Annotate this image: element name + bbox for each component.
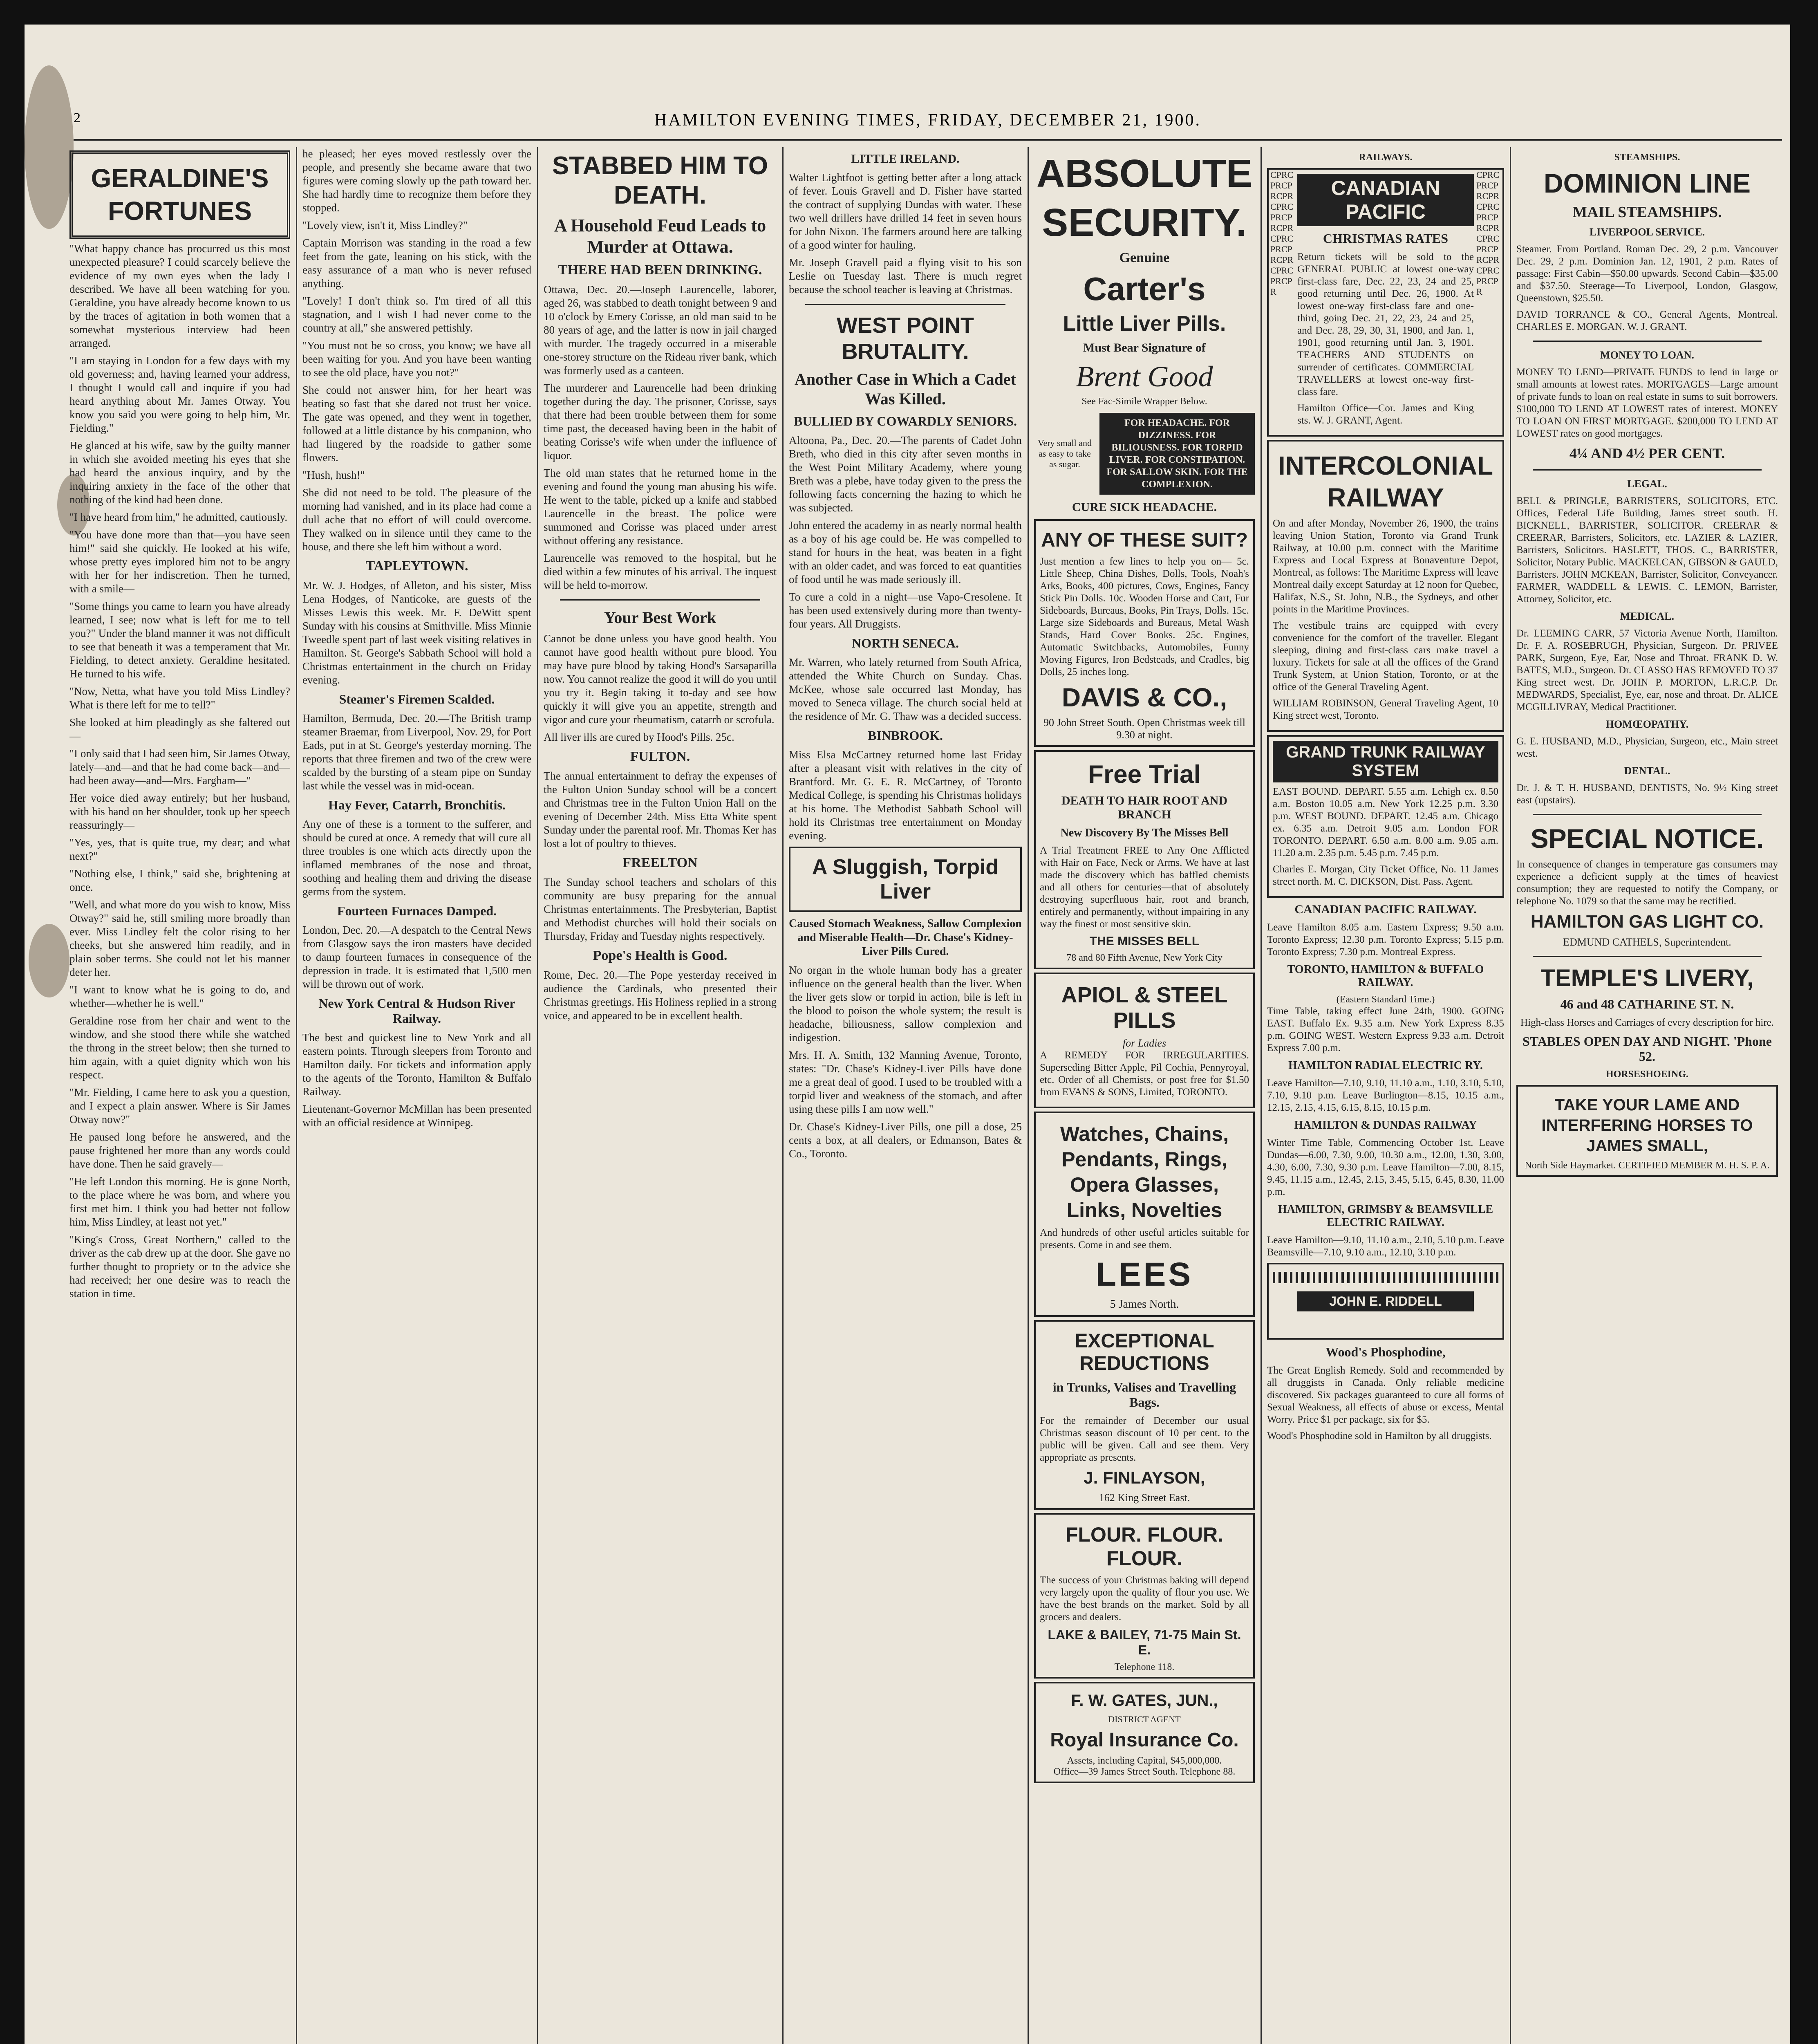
section-label: RAILWAYS. xyxy=(1359,152,1413,163)
paragraph: "I am staying in London for a few days with my old governess; and, having learned your address, I thought I would call and inquire if you had heard anything about Mr. James Otway. You know you said you were going to help him, Mr. Fielding." xyxy=(69,354,290,434)
paragraph: John entered the academy in as nearly normal health as a boy of his age could be. He was compelled to stand for hours in the heat, was beaten in a fight with an older cadet, and was forced to eat quantities of food until he was made seriously ill. xyxy=(789,519,1022,585)
paragraph: All liver ills are cured by Hood's Pills. 25c. xyxy=(544,731,734,743)
signature: Brent Good xyxy=(1076,360,1213,393)
railway-heading: HAMILTON, GRIMSBY & BEAMSVILLE ELECTRIC RAILWAY. xyxy=(1278,1203,1493,1229)
headline: STABBED HIM TO DEATH. xyxy=(552,152,768,209)
misses-bell-ad xyxy=(1034,750,1255,969)
ad-brand: LEES xyxy=(1095,1256,1193,1293)
headline-deck: Another Case in Which a Cadet Was Killed. xyxy=(795,370,1016,408)
ad-text: Steamer. From Portland. Roman Dec. 29, 2 p.m. Vancouver Dec. 29, 2 p.m. Dominion Jan. 12, 1901, 2 p.m. Rates of passage: First Cabin—$50.00 upwards. Second Cabin—$35.00 and $37.50. Steerage—To Liverpool, London, Glasgow, Queenstown, $25.50. xyxy=(1516,244,1778,304)
paragraph: Mr. W. J. Hodges, of Alleton, and his sister, Miss Lena Hodges, of Nanticoke, are guests of the Misses Lewis this week. Mr. F. DeWitt spent Sunday with his cousins at Smithville. Miss Minnie Tweedle spent part of last week visiting relatives in Hamilton. St. George's Sabbath School will hold a Christmas entertainment in the church on Friday evening. xyxy=(302,579,531,686)
subhead: Fourteen Furnaces Damped. xyxy=(337,903,497,918)
paragraph: Mrs. H. A. Smith, 132 Manning Avenue, Toronto, states: "Dr. Chase's Kidney-Liver Pills have done me a great deal of good. I used to be troubled with a torpid liver and weakness of the stomach, and after using these pills I am now well." xyxy=(789,1049,1022,1115)
ad-text: Return tickets will be sold to the GENERAL PUBLIC at lowest one-way first-class fare, Dec. 22, 23, 24 and 25, good returning until Dec. 26, 1900. At lowest one-way first-class fare and one-third, going Dec. 21, 22, 23, 24 and 25, and Dec. 28, 29, 30, 31, 1900, and Jan. 1, 1901, good returning until Jan. 3, 1901. TEACHERS AND STUDENTS on surrender of certificates. COMMERCIAL TRAVELLERS at lowest one-way first-class fare. xyxy=(1297,251,1474,397)
ad-headline: APIOL & STEEL PILLS xyxy=(1061,983,1228,1033)
ad-brand: THE MISSES BELL xyxy=(1089,935,1200,948)
headline: A Sluggish, Torpid Liver xyxy=(812,855,999,903)
page-number: 2 xyxy=(74,110,81,126)
ad-text: BELL & PRINGLE, BARRISTERS, SOLICITORS, ETC. Offices, Federal Life Building, James street south. H. BICKNELL, BARRISTER, SOLICITOR. CREERAR & CREERAR, Barristers, Solicitors, etc. LAZIER & LAZIER, Barristers, Solicitors. HASLETT, THOS. C., BARRISTER, Solicitor, Notary Public. MACKELCAN, GIBSON & GAULD, Barristers. JOHN MCKEAN, Barrister, Solicitor, Conveyancer. FARMER, WADDELL & LEWIS. C. LEMON, Barrister, Attorney, Solicitor, etc. xyxy=(1516,495,1778,605)
davis-ad xyxy=(1034,519,1255,747)
column-rule xyxy=(296,147,297,2044)
ad-brand: JOHN E. RIDDELL xyxy=(1297,1291,1474,1311)
paragraph: "Well, and what more do you wish to know, Miss Otway?" said he, still smiling more broadly than ever. Miss Lindley felt the color rising to her cheeks, but she answered him readily, and in plain sober terms. She could not let his manner deter her. xyxy=(69,899,290,978)
paragraph: "I only said that I had seen him, Sir James Otway, lately—and—and that he had come back—and—had been away—and—Mrs. Fargham—" xyxy=(69,747,290,787)
ad-text: And hundreds of other useful articles suitable for presents. Come in and see them. xyxy=(1040,1227,1249,1251)
ad-headline: DOMINION LINE xyxy=(1544,168,1751,198)
ad-headline: Watches, Chains, Pendants, Rings, Opera Glasses, Links, Novelties xyxy=(1060,1123,1229,1221)
paragraph: He glanced at his wife, saw by the guilty manner in which she avoided meeting his eyes that she had heard the anxious inquiry, and by the inquiring anxiety in the face of the other that nothing of the kind had been done. xyxy=(69,439,290,506)
ad-text: Very small and as easy to take as sugar. xyxy=(1038,438,1092,469)
paragraph: Dr. Chase's Kidney-Liver Pills, one pill a dose, 25 cents a box, at all dealers, or Edmanson, Bates & Co., Toronto. xyxy=(789,1121,1022,1160)
headline-deck: THERE HAD BEEN DRINKING. xyxy=(558,262,762,278)
ad-headline: FLOUR. FLOUR. FLOUR. xyxy=(1065,1523,1224,1570)
ad-headline: SPECIAL NOTICE. xyxy=(1530,823,1764,854)
paragraph: "Hush, hush!" xyxy=(302,469,365,481)
paragraph: Rome, Dec. 20.—The Pope yesterday received in audience the Cardinals, who presented their Christmas greetings. His Holiness replied in a strong voice, and appeared to be in excellent health. xyxy=(544,969,777,1022)
ad-text: In consequence of changes in temperature gas consumers may experience a deficient supply at the times of heaviest consumption; they are requested to notify the Company, or telephone No. 1079 so that the same may be rectified. xyxy=(1516,859,1778,907)
paragraph: "Nothing else, I think," said she, brightening at once. xyxy=(69,867,290,893)
paragraph: Laurencelle was removed to the hospital, but he died within a few minutes of his arrival. The inquest will be held to-morrow. xyxy=(544,552,777,591)
ad-brand: CANADIAN xyxy=(1331,177,1440,199)
ad-brand: LAKE & BAILEY, 71-75 Main St. E. xyxy=(1048,1627,1241,1657)
horseshoe-ad xyxy=(1516,1085,1778,1177)
ad-text: 5 James North. xyxy=(1110,1298,1179,1311)
story-heading-box xyxy=(69,150,290,239)
paragraph: Captain Morrison was standing in the road a few feet from the gate, leaning on his stick, with the easy assurance of a man who is never refused anything. xyxy=(302,237,531,289)
paragraph: "Now, Netta, what have you told Miss Lindley? What is there left for me to tell?" xyxy=(69,685,290,711)
cpr-banner xyxy=(1297,174,1474,226)
paragraph: Altoona, Pa., Dec. 20.—The parents of Cadet John Breth, who died in this city after seven months in the West Point Military Academy, where young Breth was a plebe, have today given to the press the following facts concerning the hazing to which he was subjected. xyxy=(789,434,1022,514)
masthead xyxy=(74,110,1782,141)
subhead: New York Central & Hudson River Railway. xyxy=(318,996,515,1026)
paragraph: "Some things you came to learn you have already learned, I see; now what is left for me to tell you?" Under the bland manner it was not difficult to see that beneath it was a temperament that Mr. Fielding, to detect anxiety. Geraldine hesitated. He turned to his wife. xyxy=(69,600,290,680)
ad-text: MONEY TO LEND—PRIVATE FUNDS to lend in large or small amounts at lowest rates. MORTGAGES—Large amount of private funds to loan on real estate in sums to suit borrowers. $100,000 TO LEND AT LOWEST rates of interest. MONEY TO LOAN ON FIRST MORTGAGE. $200,000 TO LEND AT LOWEST rates on good mortgages. xyxy=(1516,367,1778,439)
grand-trunk-timetable xyxy=(1267,735,1504,898)
railway-heading: HAMILTON RADIAL ELECTRIC RY. xyxy=(1288,1059,1483,1072)
headline-deck: A Household Feud Leads to Murder at Ottawa. xyxy=(554,215,766,257)
divider xyxy=(805,304,1005,305)
divider xyxy=(1533,956,1762,957)
ad-text: CURE SICK HEADACHE. xyxy=(1072,500,1217,514)
ad-text: High-class Horses and Carriages of every description for hire. xyxy=(1520,1017,1774,1028)
ad-text: Must Bear Signature of xyxy=(1083,341,1206,354)
royal-insurance-ad xyxy=(1034,1682,1255,1783)
paragraph: "Mr. Fielding, I came here to ask you a question, and I expect a plain answer. Where is Sir James Otway now?" xyxy=(69,1086,290,1125)
ad-text: Genuine xyxy=(1119,250,1170,265)
paragraph: She could not answer him, for her heart was beating so fast that she dared not trust her voice. The gate was opened, and they went in together, followed at a little distance by his companion, who had lingered by the roadside to gather some flowers. xyxy=(302,384,531,464)
ad-text: On and after Monday, November 26, 1900, the trains leaving Union Station, Toronto via Grand Trunk Railway, at 10.00 p.m. connect with the Maritime Express and Local Express at Bonaventure Depot, Montreal, as follows: The Maritime Express will leave Montreal daily except Saturday at 12 noon for Quebec, Halifax, N.S., St. John, N.B., the Sydneys, and other points in the Maritime Provinces. xyxy=(1273,518,1498,615)
ad-headline: ABSOLUTE xyxy=(1037,152,1252,195)
ad-text: in Trunks, Valises and Travelling Bags. xyxy=(1052,1380,1236,1410)
ad-brand: DAVIS & CO., xyxy=(1061,683,1227,712)
paragraph: No organ in the whole human body has a greater influence on the general health than the liver. When the liver gets slow or torpid in action, bile is left in the blood to poison the whole system; the result is headache, biliousness, sallow complexion and indigestion. xyxy=(789,964,1022,1044)
divider xyxy=(560,599,760,601)
ad-text: 162 King Street East. xyxy=(1099,1492,1190,1504)
paragraph: "What happy chance has procurred us this most unexpected pleasure? I could scarcely believe the evidence of my own eyes when the lady I described. We have all been watching for you. Geraldine, you have already become known to us by the traces of agitation in both women that a somewhat mysterious interview had been arranged. xyxy=(69,242,290,349)
ad-text: 78 and 80 Fifth Avenue, New York City xyxy=(1066,953,1222,963)
section-label: HOMŒOPATHY. xyxy=(1605,718,1689,730)
section-label: LEGAL. xyxy=(1627,478,1667,490)
column-rule xyxy=(537,147,538,2044)
ad-text: The success of your Christmas baking will depend very largely upon the quality of flour you use. We have the best brands on the market. Sold by all grocers and dealers. xyxy=(1040,1575,1249,1623)
paragraph: He paused long before he answered, and the pause frightened her more than any words could have done. Then he said gravely— xyxy=(69,1131,290,1170)
ad-text: DAVID TORRANCE & CO., General Agents, Montreal. CHARLES E. MORGAN. W. J. GRANT. xyxy=(1516,309,1778,332)
ad-text: New Discovery By The Misses Bell xyxy=(1060,827,1229,839)
paragraph: "King's Cross, Great Northern," called to the driver as the cab drew up at the door. She gave no further thought to propriety or to the advice she had received; her one desire was to reach the station in time. xyxy=(69,1233,290,1300)
ad-text: Wood's Phosphodine sold in Hamilton by all druggists. xyxy=(1267,1430,1492,1441)
ad-text: G. E. HUSBAND, M.D., Physician, Surgeon, etc., Main street west. xyxy=(1516,736,1778,759)
section-label: MEDICAL. xyxy=(1620,610,1675,622)
ad-text: 90 John Street South. Open Christmas week till 9.30 at night. xyxy=(1043,717,1245,741)
ad-brand: F. W. GATES, JUN., xyxy=(1071,1692,1218,1710)
ad-text: Dr. LEEMING CARR, 57 Victoria Avenue North, Hamilton. Dr. F. A. ROSEBRUGH, Physician, Surgeon. Dr. PRIVEE PARK, Surgeon, Eye, Ear, Nose and Throat. FRANK D. W. BATES, M.D., Surgeon. Dr. CLASSO HAS REMOVED TO 37 King street west. Dr. JOHN P. MORTON, L.R.C.P. Dr. MEDWARDS, Specialist, Eye, ear, nose and throat. Dr. ALICE MCGILLIVRAY, Medical Practitioner. xyxy=(1516,628,1778,713)
ad-text: DEATH TO HAIR ROOT AND BRANCH xyxy=(1061,794,1228,821)
ad-text: EDMUND CATHELS, Superintendent. xyxy=(1563,936,1731,948)
paragraph: Cannot be done unless you have good health. You cannot have good health without pure blood. You may have pure blood by taking Hood's Sarsaparilla now. You cannot realize the good it will do you until you try it. Begin taking it to-day and see how quickly it will give you an appetite, strength and vigor and cure your rheumatism, catarrh or scrofula. xyxy=(544,632,777,726)
paragraph: She did not need to be told. The pleasure of the morning had vanished, and in its place had come a dull ache that no effort of will could overcome. They walked on in silence until they came to the house, and there she left him without a word. xyxy=(302,486,531,553)
paragraph: Miss Elsa McCartney returned home last Friday after a pleasant visit with relatives in the city of Brantford. Mr. G. E. R. McCartney, of Toronto Medical College, is spending his Christmas holidays at his home. The Methodist Sabbath School will hold its Christmas tree entertainment on Monday evening. xyxy=(789,749,1022,842)
ad-text: WILLIAM ROBINSON, General Traveling Agent, 10 King street west, Toronto. xyxy=(1273,698,1498,721)
paragraph: The Sunday school teachers and scholars of this community are busy preparing for the annual Christmas entertainments. The Presbyterian, Baptist and Methodist churches will hold their socials on Thursday, Friday and Tuesday nights respectively. xyxy=(544,876,777,942)
ad-headline: GRAND TRUNK RAILWAY SYSTEM xyxy=(1273,741,1498,782)
ad-text: Dr. J. & T. H. HUSBAND, DENTISTS, No. 9½ King street east (upstairs). xyxy=(1516,782,1778,806)
paragraph: The best and quickest line to New York and all eastern points. Through sleepers from Toronto and Hamilton daily. For tickets and information apply to the agents of the Toronto, Hamilton & Buffalo Railway. xyxy=(302,1031,531,1098)
ad-headline: TAKE YOUR LAME AND INTERFERING HORSES TO JAMES SMALL, xyxy=(1541,1096,1753,1155)
paragraph: The annual entertainment to defray the expenses of the Fulton Union Sunday school will be a concert and Christmas tree in the Fulton Union Hall on the evening of December 24th. Miss Etta White spent Sunday under the parental roof. Mr. Thomas Ker has lost a lot of poultry to thieves. xyxy=(544,770,777,849)
carters-box xyxy=(1034,413,1255,495)
lees-ad xyxy=(1034,1112,1255,1317)
column-7-classified xyxy=(1516,147,1778,2044)
ad-headline: Wood's Phosphodine, xyxy=(1325,1345,1446,1359)
ad-text: Telephone 118. xyxy=(1114,1662,1175,1672)
section-label: DENTAL. xyxy=(1624,765,1670,777)
column-rule xyxy=(1028,147,1029,2044)
railway-heading: TORONTO, HAMILTON & BUFFALO RAILWAY. xyxy=(1287,963,1484,989)
timetable: EAST BOUND. DEPART. 5.55 a.m. Lehigh ex. 8.50 a.m. Boston 10.05 a.m. New York 12.25 p.m. 3.30 p.m. WEST BOUND. DEPART. 12.45 a.m. Chicago ex. 6.35 a.m. Detroit 9.05 a.m. London FOR TORONTO. DEPART. 6.50 a.m. 8.00 a.m. 9.05 a.m. 11.20 a.m. 2.35 p.m. 5.45 p.m. 7.45 p.m. xyxy=(1273,786,1498,858)
apiol-ad xyxy=(1034,973,1255,1108)
subhead: BINBROOK. xyxy=(867,728,943,743)
paragraph: "Yes, yes, that is quite true, my dear; and what next?" xyxy=(69,836,290,862)
flour-ad xyxy=(1034,1513,1255,1679)
paragraph: The murderer and Laurencelle had been drinking together during the day. The prisoner, Corisse, says that there had been trouble between them for some time past, the deceased having been in the habit of beating Corisse's wife when under the influence of liquor. xyxy=(544,382,777,462)
newspaper-page xyxy=(25,25,1790,2044)
column-rule xyxy=(1510,147,1511,2044)
ad-text: See Fac-Simile Wrapper Below. xyxy=(1081,396,1207,407)
column-1 xyxy=(69,147,290,2044)
newspaper-title: HAMILTON EVENING TIMES, FRIDAY, DECEMBER 21, 1900. xyxy=(654,111,1201,130)
ad-text: 46 and 48 CATHARINE ST. N. xyxy=(1560,997,1734,1011)
ad-text: Just mention a few lines to help you on— 5c. Little Sheep, China Dishes, Dolls, Tools, Noah's Arks, Books, 400 pictures, Cows, Engines, Fancy Stick Pin Dolls. 10c. Wooden Horse and Cart, Fur Sideboards, Bureaus, Books, Pin Trays, Dolls. 15c. Large size Sideboards and Bureaus, Metal Wash Stands, Hard Cover Books. 25c. Engines, Automatic Switchbacks, Automobiles, Funny Moving Figures, Iron Bedsteads, and Cradles, big Dolls, 25 inches long. xyxy=(1040,556,1249,677)
paragraph: Lieutenant-Governor McMillan has been presented with an official residence at Winnipeg. xyxy=(302,1103,531,1129)
headline: Your Best Work xyxy=(604,608,716,627)
column-5-ads xyxy=(1034,147,1255,2044)
riddell-ad xyxy=(1267,1263,1504,1340)
divider xyxy=(1533,341,1762,342)
railway-heading: HAMILTON & DUNDAS RAILWAY xyxy=(1294,1119,1477,1132)
paragraph: Ottawa, Dec. 20.—Joseph Laurencelle, laborer, aged 26, was stabbed to death tonight between 9 and 10 o'clock by Emery Corisse, an old man said to be 80 years of age, and the latter is now in jail charged with murder. The tragedy occurred in a miserable one-storey structure on the Rideau river bank, which was formerly used as a canteen. xyxy=(544,283,777,377)
paragraph: "I want to know what he is going to do, and whether—whether he is well." xyxy=(69,984,290,1009)
ad-headline: INTERCOLONIAL RAILWAY xyxy=(1278,451,1493,512)
cpr-christmas-ad xyxy=(1267,168,1504,437)
carters-ad xyxy=(1034,151,1255,514)
subhead: Pope's Health is Good. xyxy=(593,948,728,963)
ad-brand: J. FINLAYSON, xyxy=(1084,1468,1205,1487)
ad-headline: 4¼ AND 4½ PER CENT. xyxy=(1569,445,1725,462)
ad-headline: EXCEPTIONAL REDUCTIONS xyxy=(1075,1330,1214,1374)
paragraph: "I have heard from him," he admitted, cautiously. xyxy=(69,511,288,523)
section-label: MONEY TO LOAN. xyxy=(1600,349,1694,361)
column-3 xyxy=(544,147,777,2044)
ad-headline: Free Trial xyxy=(1088,760,1201,789)
advertisement-box xyxy=(789,847,1022,912)
ad-text: Assets, including Capital, $45,000,000. xyxy=(1067,1755,1222,1766)
timetable: Winter Time Table, Commencing October 1st. Leave Dundas—6.00, 7.30, 9.00, 10.30 a.m., 12.00, 1.30, 3.00, 4.30, 6.00, 7.30, 9.30 p.m. Leave Hamilton—7.00, 8.15, 9.45, 11.15 a.m., 12.45, 2.15, 3.45, 5.15, 6.45, 8.30, 11.00 p.m. xyxy=(1267,1137,1504,1197)
paragraph: Walter Lightfoot is getting better after a long attack of fever. Louis Gravell and D. Fisher have started the contract of supplying Dundas with water. These two well drillers have drilled 14 feet in seven hours for John Nixon. The farmers around here are talking of a good winter for hauling. xyxy=(789,171,1022,251)
timetable: Leave Hamilton—7.10, 9.10, 11.10 a.m., 1.10, 3.10, 5.10, 7.10, 9.10 p.m. Leave Burlington—8.15, 10.15 a.m., 12.15, 2.15, 4.15, 6.15, 8.15, 10.15 p.m. xyxy=(1267,1078,1504,1113)
ad-text: DISTRICT AGENT xyxy=(1108,1714,1181,1724)
ad-text: Hamilton Office—Cor. James and King sts. W. J. GRANT, Agent. xyxy=(1297,403,1474,426)
divider xyxy=(1533,469,1762,471)
timetable: Leave Hamilton—9.10, 11.10 a.m., 2.10, 5.10 p.m. Leave Beamsville—7.10, 9.10 a.m., 12.10, 3.10 p.m. xyxy=(1267,1235,1504,1258)
paragraph: "Lovely! I don't think so. I'm tired of all this stagnation, and I wish I had never come to the country at all," she answered pettishly. xyxy=(302,295,531,334)
ad-text: For the remainder of December our usual Christmas season discount of 10 per cent. to the public will be given. Call and see them. Very appropriate as presents. xyxy=(1040,1415,1249,1463)
section-label: STEAMSHIPS. xyxy=(1614,152,1680,163)
subhead: LITTLE IRELAND. xyxy=(851,152,960,166)
paragraph: Her voice died away entirely; but her husband, with his hand on her shoulder, took up her speech reassuringly— xyxy=(69,792,290,831)
ad-text: for Ladies xyxy=(1122,1037,1166,1049)
headline-deck: BULLIED BY COWARDLY SENIORS. xyxy=(794,414,1017,428)
paragraph: Geraldine rose from her chair and went to the window, and she stood there while she watched the throng in the street below; then she turned to him again, with a quiet dignity which won his respect. xyxy=(69,1015,290,1081)
ad-brand: Carter's xyxy=(1083,271,1206,307)
ad-brand: Little Liver Pills. xyxy=(1063,312,1226,336)
paragraph: he pleased; her eyes moved restlessly over the people, and presently she became aware that two figures were coming slowly up the path toward her. She had hardly time to recognize them before they stopped. xyxy=(302,148,531,214)
ad-text: STABLES OPEN DAY AND NIGHT. 'Phone 52. xyxy=(1522,1034,1772,1064)
timetable: Time Table, taking effect June 24th, 1900. GOING EAST. Buffalo Ex. 9.35 a.m. New York Express 8.35 p.m. GOING WEST. Western Express 9.33 a.m. Detroit Express 7.00 p.m. xyxy=(1267,1006,1504,1053)
ad-brand: HAMILTON GAS LIGHT CO. xyxy=(1530,912,1764,932)
column-rule xyxy=(782,147,784,2044)
column-4 xyxy=(789,147,1022,2044)
ad-brand: PACIFIC xyxy=(1345,200,1426,223)
ad-headline: TEMPLE'S LIVERY, xyxy=(1540,965,1754,991)
column-2 xyxy=(302,147,531,2044)
subhead: FREELTON xyxy=(622,855,698,870)
ad-headline: CHRISTMAS RATES xyxy=(1323,231,1449,246)
cpr-border: CPRCPRCPRCPRCPRCPRCPRCPRCPRCPRCPRCPRCPRCPRCPR xyxy=(1476,170,1500,297)
ad-text: Charles E. Morgan, City Ticket Office, No. 11 James street north. M. C. DICKSON, Dist. Pass. Agent. xyxy=(1273,864,1498,887)
subhead: Hay Fever, Catarrh, Bronchitis. xyxy=(328,798,506,812)
ad-headline: SECURITY. xyxy=(1042,201,1247,244)
paragraph: The old man states that he returned home in the evening and found the young man abusing his wife. He went to the table, picked up a knife and stabbed Laurencelle in the breast. The police were summoned and Corisse was placed under arrest without offering any resistance. xyxy=(544,467,777,547)
headline: WEST POINT BRUTALITY. xyxy=(837,313,974,364)
ad-text: MAIL STEAMSHIPS. xyxy=(1572,204,1722,221)
ad-list: FOR HEADACHE. FOR DIZZINESS. FOR BILIOUSNESS. FOR TORPID LIVER. FOR CONSTIPATION. FOR SALLOW SKIN. FOR THE COMPLEXION. xyxy=(1099,413,1255,495)
railway-heading: CANADIAN PACIFIC RAILWAY. xyxy=(1294,903,1477,916)
section-label: HORSESHOEING. xyxy=(1605,1069,1689,1080)
subhead: Steamer's Firemen Scalded. xyxy=(339,692,495,706)
headline-deck: Caused Stomach Weakness, Sallow Complexion and Miserable Health—Dr. Chase's Kidney-Liver Pills Cured. xyxy=(789,917,1022,958)
paragraph: London, Dec. 20.—A despatch to the Central News from Glasgow says the iron masters have decided to damp fourteen furnaces in consequence of the depression in trade. It is estimated that 1,500 men will be thrown out of work. xyxy=(302,924,531,990)
column-rule xyxy=(1261,147,1262,2044)
paragraph: "Lovely view, isn't it, Miss Lindley?" xyxy=(302,219,468,231)
ad-text: A Trial Treatment FREE to Any One Afflicted with Hair on Face, Neck or Arms. We have at last made the discovery which has baffled chemists and all others for centuries—that of absolutely destroying superfluous hair, root and branch, entirely and permanently, without impairing in any way the finest or most sensitive skin. xyxy=(1040,845,1249,930)
subhead: FULTON. xyxy=(630,749,690,764)
paragraph: "You have done more than that—you have seen him!" said she quickly. He looked at his wife, whose pretty eyes implored him not to be angry with her for her indiscretion. Then he turned, with a smile— xyxy=(69,529,290,595)
ad-text: Office—39 James Street South. Telephone 88. xyxy=(1053,1766,1236,1777)
divider xyxy=(1533,814,1762,815)
paragraph: "You must not be so cross, you know; we have all been waiting for you. And you have been wanting to see the old place, have you not?" xyxy=(302,339,531,379)
ornament xyxy=(1273,1272,1498,1283)
timetable: Leave Hamilton 8.05 a.m. Eastern Express; 9.50 a.m. Toronto Express; 12.30 p.m. Toronto Express; 5.15 p.m. Toronto Express; 7.30 p.m. Montreal Express. xyxy=(1267,922,1504,957)
paragraph: Mr. Joseph Gravell paid a flying visit to his son Leslie on Tuesday last. There is much regret because the school teacher is leaving at Christmas. xyxy=(789,256,1022,296)
cpr-border: CPRCPRCPRCPRCPRCPRCPRCPRCPRCPRCPRCPRCPRCPRCPR xyxy=(1270,170,1294,297)
ad-brand: Royal Insurance Co. xyxy=(1050,1729,1239,1751)
ad-text: A REMEDY FOR IRREGULARITIES. Superseding Bitter Apple, Pil Cochia, Pennyroyal, etc. Order of all Chemists, or post free for $1.50 from EVANS & SONS, Limited, TORONTO. xyxy=(1040,1050,1249,1098)
subhead: TAPLEYTOWN. xyxy=(365,558,468,574)
paragraph: Mr. Warren, who lately returned from South Africa, attended the White Church on Sunday. Chas. McKee, whose sale occurred last Monday, has moved to Seneca village. The church social held at the residence of Mr. G. Thaw was a decided success. xyxy=(789,656,1022,722)
ad-text: North Side Haymarket. CERTIFIED MEMBER M. H. S. P. A. xyxy=(1525,1160,1770,1171)
ad-text: (Eastern Standard Time.) xyxy=(1336,994,1435,1005)
finlayson-ad xyxy=(1034,1320,1255,1510)
column-6-railways xyxy=(1267,147,1504,2044)
paragraph: Any one of these is a torment to the sufferer, and should be cured at once. A remedy that will cure all three troubles is one which acts directly upon the inflamed membranes of the nose and throat, soothing and healing them and driving the disease germs from the system. xyxy=(302,818,531,898)
intercolonial-ad xyxy=(1267,440,1504,732)
paragraph: She looked at him pleadingly as she faltered out— xyxy=(69,716,290,742)
paragraph: Hamilton, Bermuda, Dec. 20.—The British tramp steamer Braemar, from Liverpool, Nov. 29, for Port Eads, put in at St. George's yesterday morning. The reports that three firemen and two of the crew were scalded by the bursting of a steam pipe on Sunday last while the vessel was in mid-ocean. xyxy=(302,712,531,792)
ad-headline: ANY OF THESE SUIT? xyxy=(1041,529,1248,551)
paragraph: To cure a cold in a night—use Vapo-Cresolene. It has been used extensively during more than twenty-four years. All Druggists. xyxy=(789,591,1022,630)
ad-text: The vestibule trains are equipped with every convenience for the comfort of the traveller. Elegant sleeping, dining and first-class cars make travel a luxury. Tickets for sale at all the offices of the Grand Trunk System, at Union Station, Toronto, or at the office of the General Traveling Agent. xyxy=(1273,620,1498,693)
ad-text: The Great English Remedy. Sold and recommended by all druggists in Canada. Only reliable medicine discovered. Six packages guaranteed to cure all forms of Sexual Weakness, all effects of abuse or excess, Mental Worry. Price $1 per package, six for $5. xyxy=(1267,1365,1504,1425)
paragraph: "He left London this morning. He is gone North, to the place where he was born, and where you first met him. I think you had better not follow him, Miss Lindley, at least not yet." xyxy=(69,1175,290,1228)
ad-text: LIVERPOOL SERVICE. xyxy=(1589,226,1705,238)
story-heading: GERALDINE'S FORTUNES xyxy=(91,164,269,226)
subhead: NORTH SENECA. xyxy=(851,636,959,650)
